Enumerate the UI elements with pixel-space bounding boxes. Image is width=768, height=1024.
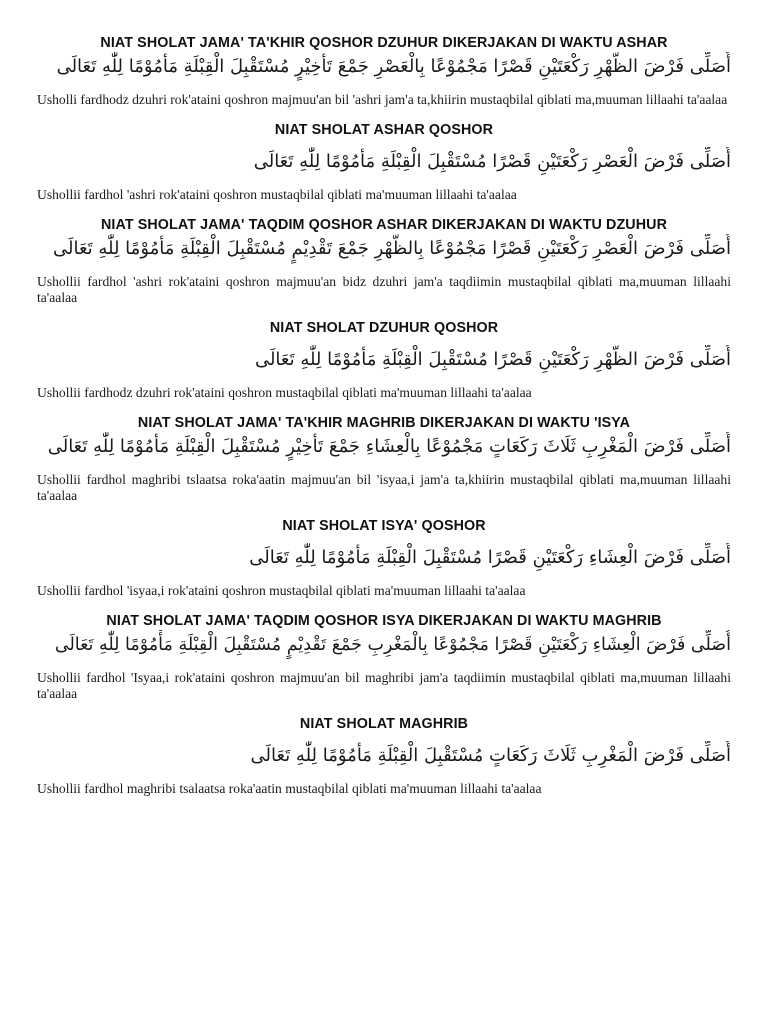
- section-title: NIAT SHOLAT JAMA' TA'KHIR QOSHOR DZUHUR DIKERJAKAN DI WAKTU ASHAR: [100, 35, 668, 51]
- section-title: NIAT SHOLAT JAMA' TAQDIM QOSHOR ASHAR DIKERJAKAN DI WAKTU DZUHUR: [100, 217, 668, 233]
- latin-transliteration: Ushollii fardhol 'Isyaa,i rok'ataini qoshron majmuu'an bil maghribi jam'a taqdiimin mustaqbilal qiblati ma,muuman lillaahi ta'aalaa: [37, 670, 731, 701]
- latin-transliteration: Ushollii fardhol 'ashri rok'ataini qoshron mustaqbilal qiblati ma'muuman lillaahi ta'aalaa: [37, 187, 517, 202]
- latin-transliteration: Ushollii fardhodz dzuhri rok'ataini qoshron mustaqbilal qiblati ma'muuman lillaahi ta'aalaa: [37, 385, 532, 400]
- section-title: NIAT SHOLAT JAMA' TA'KHIR MAGHRIB DIKERJAKAN DI WAKTU 'ISYA: [137, 415, 631, 431]
- latin-transliteration: Ushollii fardhol maghribi tsalaatsa roka'aatin mustaqbilal qiblati ma'muuman lillaahi ta'aalaa: [37, 781, 542, 796]
- section-title: NIAT SHOLAT ISYA' QOSHOR: [282, 518, 486, 534]
- section-title: NIAT SHOLAT JAMA' TAQDIM QOSHOR ISYA DIKERJAKAN DI WAKTU MAGHRIB: [106, 613, 662, 629]
- arabic-text: أُصَلِّى فَرْضَ الظُّهْرِ رَكْعَتَيْنِ قَصْرًا مُسْتَقْبِلَ الْقِبْلَةِ مَأْمُوْمًا لِلّٰهِ تَعَالَى: [254, 349, 731, 370]
- latin-transliteration: Ushollii fardhol maghribi tslaatsa roka'aatin majmuu'an bil 'isyaa,i jam'a ta,khiirin mustaqbilal qiblati ma,muuman lillaahi ta'aalaa: [37, 472, 731, 503]
- section-title: NIAT SHOLAT DZUHUR QOSHOR: [269, 320, 499, 336]
- niat-section-maghrib: [37, 715, 731, 797]
- niat-section-maghrib-jama-takhir: [37, 414, 731, 504]
- arabic-text: أُصَلِّى فَرْضَ الْعَصْرِ رَكْعَتَيْنِ قَصْرًا مُسْتَقْبِلَ الْقِبْلَةِ مَأْمُوْمًا لِلّٰهِ تَعَالَى: [253, 151, 731, 172]
- arabic-text: أُصَلِّى فَرْضَ الْعِشَاءِ رَكْعَتَيْنِ قَصْرًا مُسْتَقْبِلَ الْقِبْلَةِ مَأْمُوْمًا لِلّٰهِ تَعَالَى: [249, 547, 731, 568]
- arabic-text: أُصَلِّى فَرْضَ الْمَغْرِبِ ثَلَاثَ رَكَعَاتٍ مُسْتَقْبِلَ الْقِبْلَةِ مَأْمُوْمًا لِلّٰهِ تَعَالَى: [250, 745, 731, 766]
- niat-section-dzuhur-qoshor: [37, 319, 731, 401]
- document-page: [37, 34, 731, 797]
- arabic-text: أُصَلِّى فَرْضَ الْمَغْرِبِ ثَلَاثَ رَكَعَاتٍ مَجْمُوْعًا بِالْعِشَاءِ جَمْعَ تَأْخِيْرٍ مُسْتَقْبِلَ الْقِبْلَةِ مَأْمُوْمًا لِلّٰهِ تَعَالَى: [47, 436, 731, 457]
- latin-transliteration: Ushollii fardhol 'isyaa,i rok'ataini qoshron mustaqbilal qiblati ma'muuman lillaahi ta'aalaa: [37, 583, 526, 598]
- latin-transliteration: Usholli fardhodz dzuhri rok'ataini qoshron majmuu'an bil 'ashri jam'a ta,khiirin mustaqbilal qiblati ma,muuman lillaahi ta'aalaa: [37, 92, 728, 107]
- arabic-text: أُصَلِّى فَرْضَ الْعِشَاءِ رَكْعَتَيْنِ قَصْرًا مَجْمُوْعًا بِالْمَغْرِبِ جَمْعَ تَقْدِيْمٍ مُسْتَقْبِلَ الْقِبْلَةِ مَأْمُوْمًا لِلّٰهِ تَعَالَى: [54, 635, 731, 655]
- niat-section-ashar-qoshor: [37, 121, 731, 203]
- arabic-text: أُصَلِّى فَرْضَ الْعَصْرِ رَكْعَتَيْنِ قَصْرًا مَجْمُوْعًا بِالظُّهْرِ جَمْعَ تَقْدِيْمٍ مُسْتَقْبِلَ الْقِبْلَةِ مَأْمُوْمًا لِلّٰهِ تَعَالَى: [52, 238, 731, 259]
- latin-transliteration: Ushollii fardhol 'ashri rok'ataini qoshron majmuu'an bidz dzuhri jam'a taqdiimin mustaqbilal qiblati ma,muuman lillaahi ta'aalaa: [37, 274, 731, 305]
- niat-section-isya-jama-taqdim: [37, 612, 731, 702]
- arabic-text: أُصَلِّى فَرْضَ الظُّهْرِ رَكْعَتَيْنِ قَصْرًا مَجْمُوْعًا بِالْعَصْرِ جَمْعَ تَأْخِيْرٍ مُسْتَقْبِلَ الْقِبْلَةِ مَأْمُوْمًا لِلّٰهِ تَعَالَى: [56, 56, 731, 77]
- section-title: NIAT SHOLAT ASHAR QOSHOR: [274, 122, 494, 138]
- niat-section-dzuhur-jama-takhir: [37, 34, 731, 108]
- section-title: NIAT SHOLAT MAGHRIB: [299, 716, 469, 732]
- niat-section-ashar-jama-taqdim: [37, 216, 731, 306]
- niat-section-isya-qoshor: [37, 517, 731, 599]
